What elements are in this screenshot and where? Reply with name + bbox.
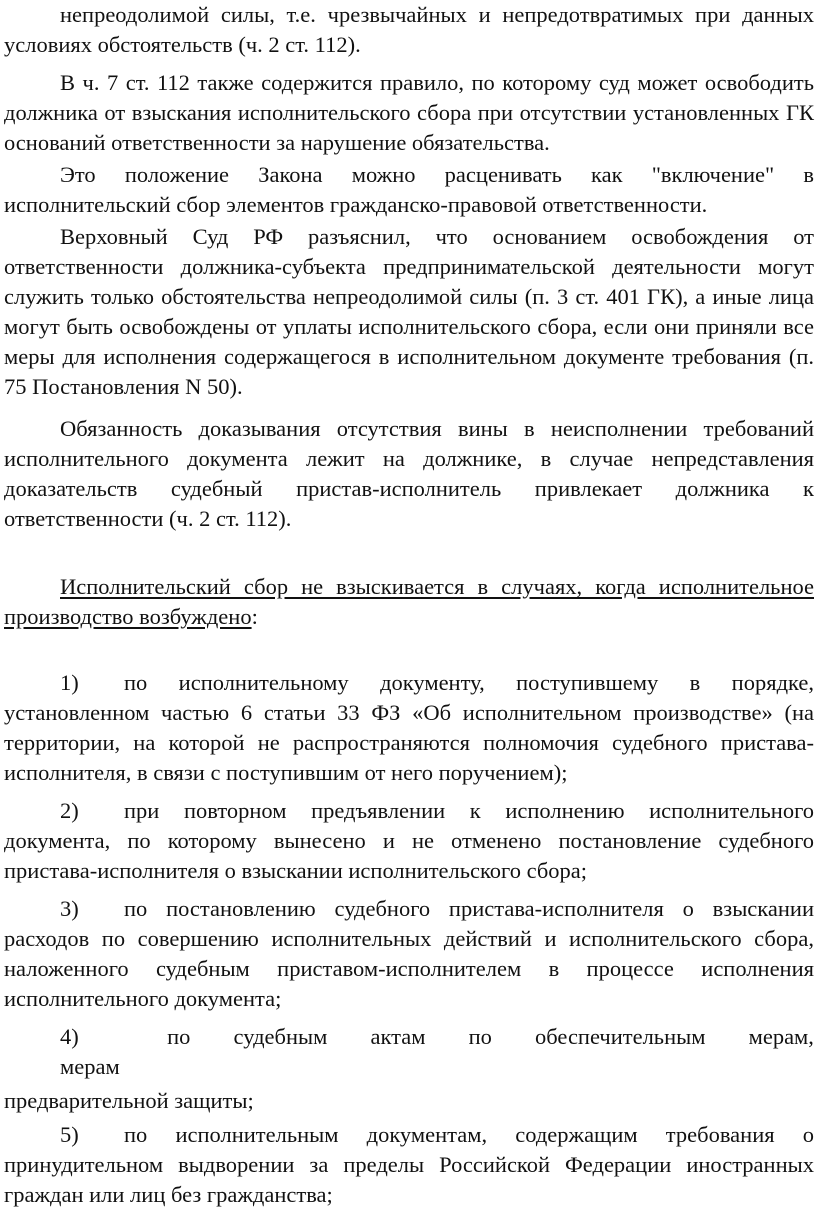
list-item-word: по — [167, 1024, 191, 1049]
list-item-text: при повторном предъявлении к исполнению исполнительного документа, по которому вынесено и не отменено постановление судебного пристава-исполнителя о взыскании исполнительского сбора; — [4, 798, 814, 883]
paragraph-5: Обязанность доказывания отсутствия вины в неисполнении требований исполнительного документа лежит на должнике, в случае непредставления доказательств судебный пристав-исполнитель привлекает должника к ответственности (ч. 2 ст. 112). — [4, 416, 814, 531]
list-item-word: мерам, — [748, 1024, 814, 1049]
paragraph-3: Это положение Закона можно расценивать как "включение" в исполнительский сбор элементов гражданско-правовой ответственности. — [4, 162, 814, 217]
list-item-5 — [4, 1120, 814, 1210]
list-item-word: по — [468, 1024, 492, 1049]
list-item-word: актам — [370, 1024, 426, 1049]
list-item-4-row — [60, 1022, 814, 1052]
paragraph-2: В ч. 7 ст. 112 также содержится правило, по которому суд может освободить должника от взыскания исполнительского сбора при отсутствии установленных ГК оснований ответственности за нарушение обязательства. — [4, 70, 814, 155]
list-item-4-line2: мерам — [60, 1054, 120, 1079]
list-item-4 — [60, 1022, 814, 1082]
list-item-number: 4) — [60, 1024, 79, 1049]
list-item-number: 5) — [60, 1122, 79, 1147]
paragraph-1: непреодолимой силы, т.е. чрезвычайных и непредотвратимых при данных условиях обстоятельств (ч. 2 ст. 112). — [4, 2, 814, 57]
section-heading-underlined: Исполнительский сбор не взыскивается в случаях, когда исполнительное производство возбуждено — [4, 574, 814, 629]
list-item-2 — [4, 796, 814, 886]
list-item-number: 1) — [60, 670, 79, 695]
section-heading-suffix: : — [251, 604, 258, 629]
paragraph-4: Верховный Суд РФ разъяснил, что основанием освобождения от ответственности должника-субъекта предпринимательской деятельности могут служить только обстоятельства непреодолимой силы (п. 3 ст. 401 ГК), а иные лица могут быть освобождены от уплаты исполнительского сбора, если они приняли все меры для исполнения содержащегося в исполнительном документе требования (п. 75 Постановления N 50). — [4, 224, 814, 399]
list-item-number: 3) — [60, 896, 79, 921]
list-item-4-tail: предварительной защиты; — [4, 1088, 254, 1113]
section-heading — [4, 572, 814, 632]
list-item-text: по исполнительному документу, поступившему в порядке, установленном частью 6 статьи 33 ФЗ «Об исполнительном производстве» (на территории, на которой не распространяются полномочия судебного пристава-исполнителя, в связи с поступившим от него поручением); — [4, 670, 814, 785]
list-item-1 — [4, 668, 814, 788]
list-item-text: по исполнительным документам, содержащим требования о принудительном выдворении за пределы Российской Федерации иностранных граждан или лиц без гражданства; — [4, 1122, 814, 1207]
list-item-3 — [4, 894, 814, 1014]
list-item-word: обеспечительным — [535, 1024, 706, 1049]
list-item-text: по постановлению судебного пристава-исполнителя о взыскании расходов по совершению исполнительных действий и исполнительского сбора, наложенного судебным приставом-исполнителем в процессе исполнения исполнительного документа; — [4, 896, 814, 1011]
list-item-word: судебным — [233, 1024, 328, 1049]
list-item-number: 2) — [60, 798, 79, 823]
